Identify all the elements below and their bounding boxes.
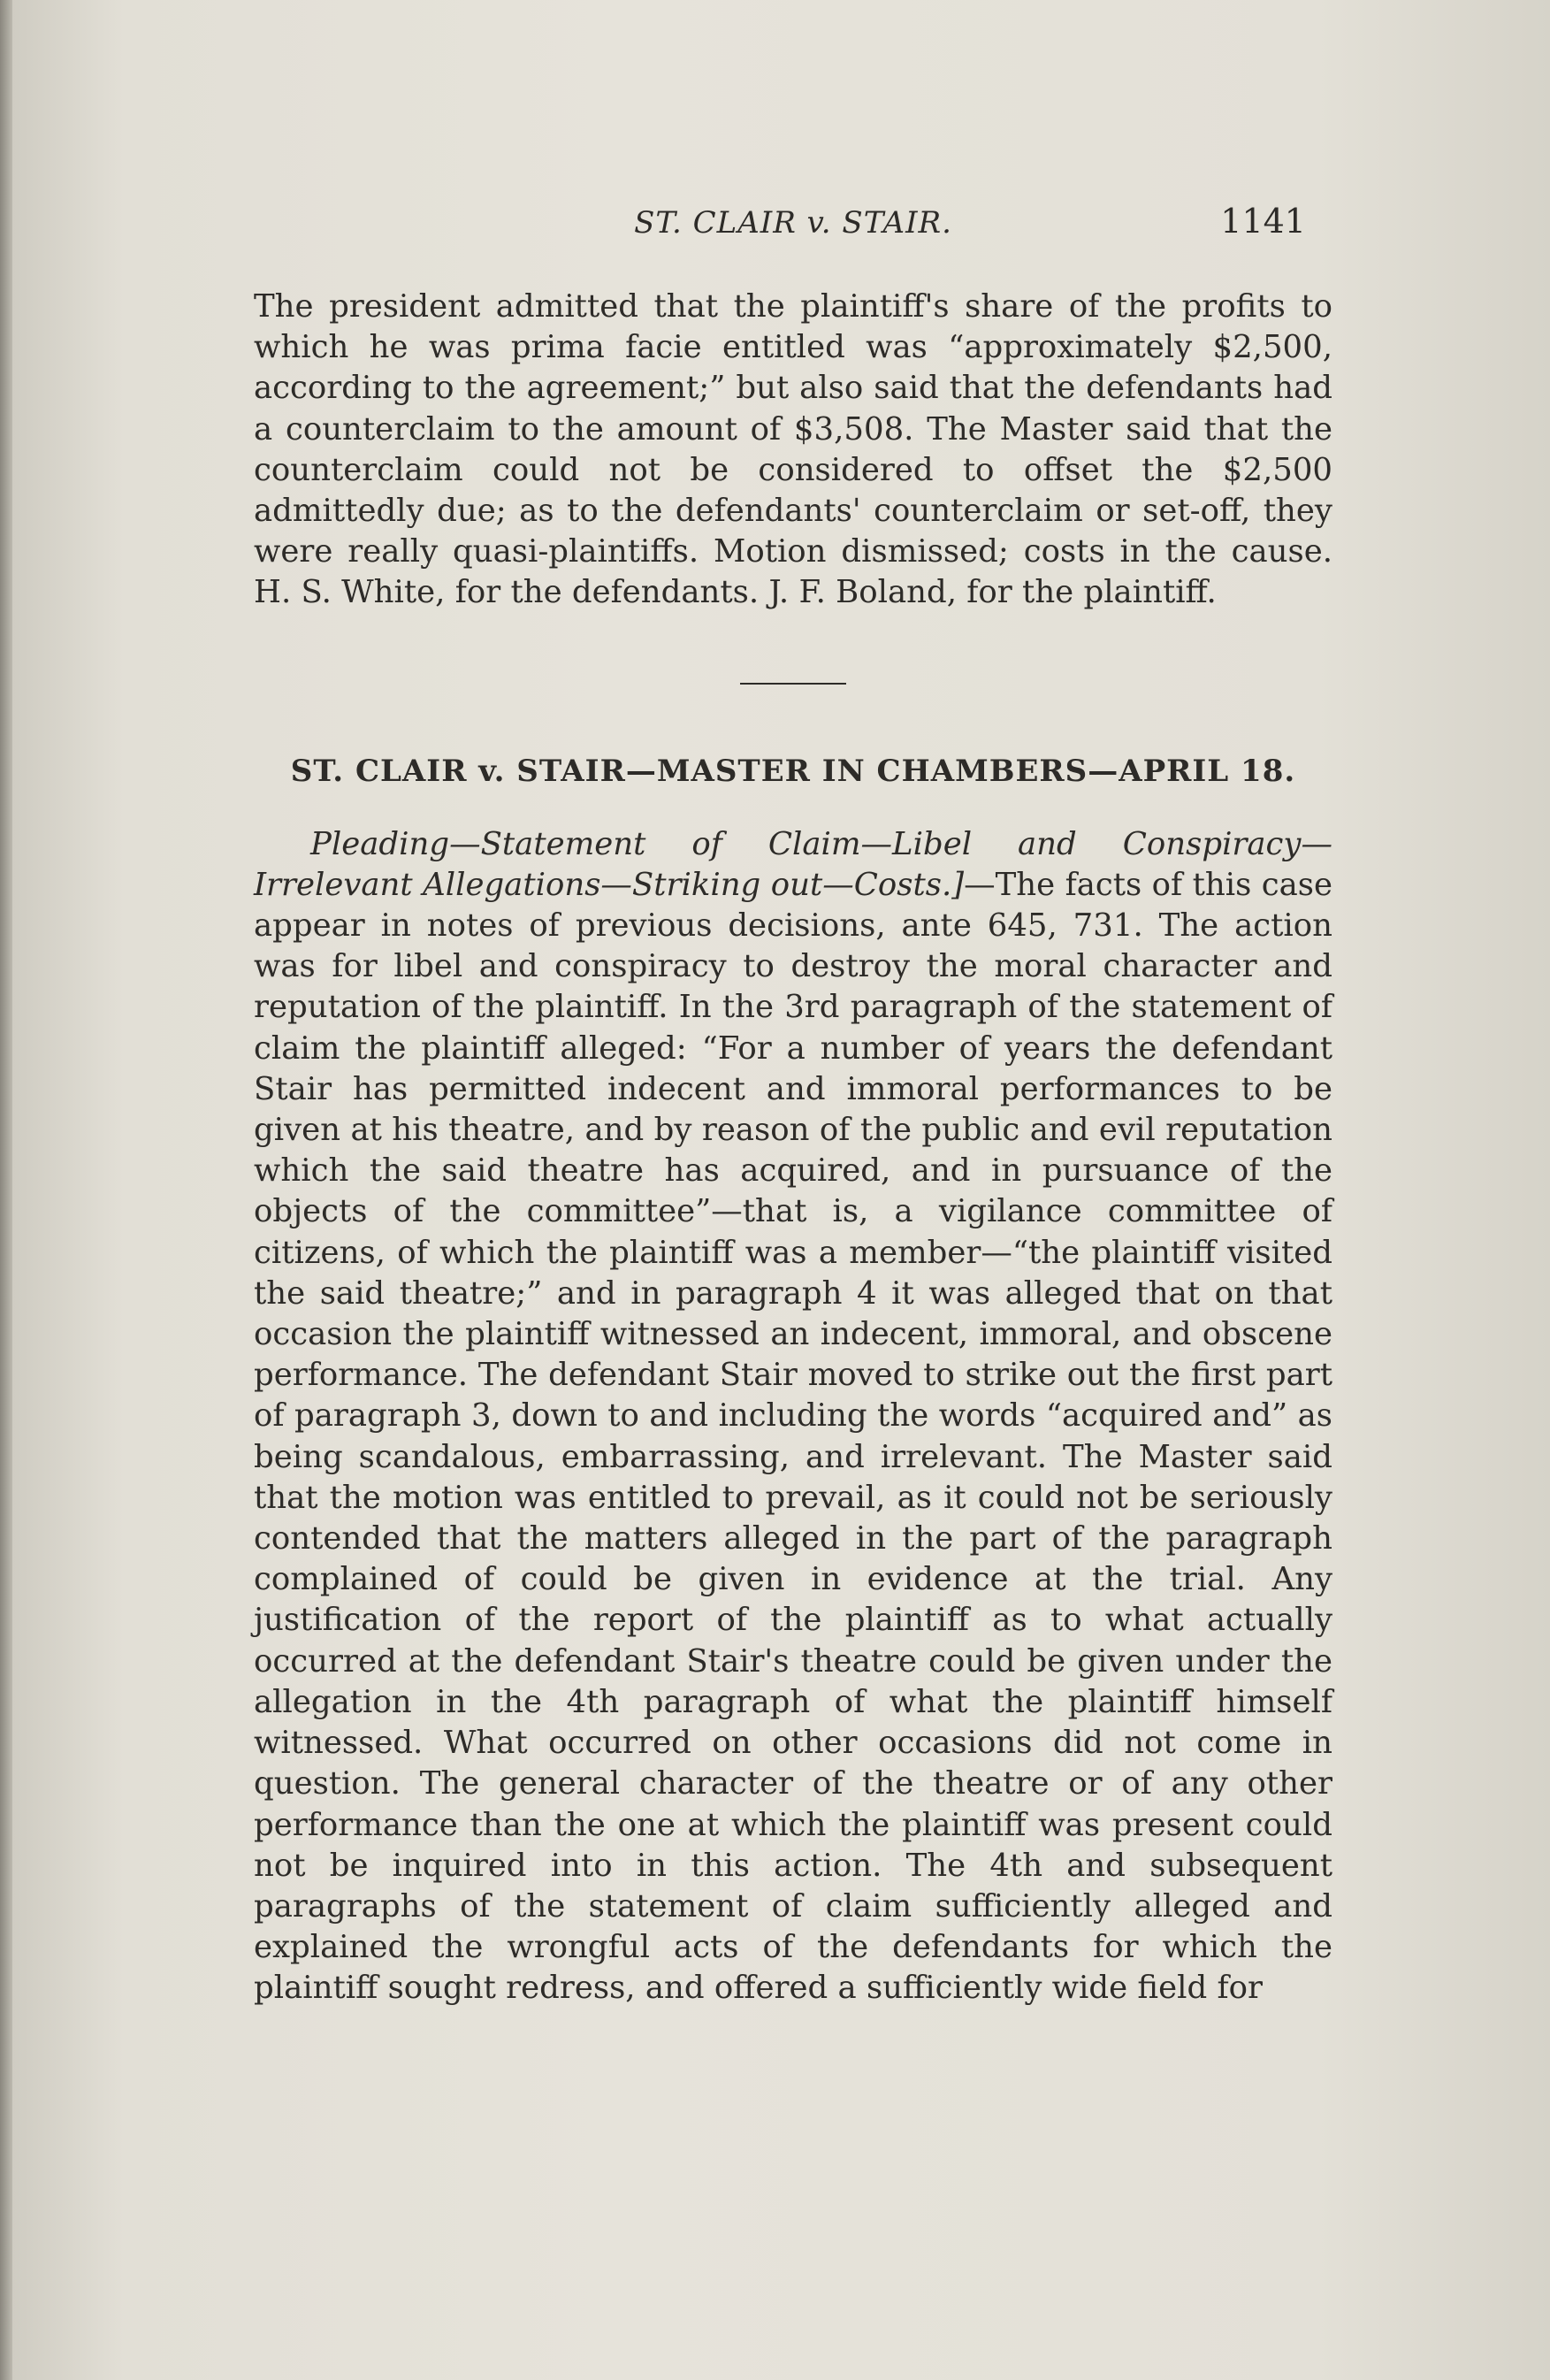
running-head [254,196,1332,249]
case-heading: ST. CLAIR v. STAIR—MASTER IN CHAMBERS—APRIL 18. [290,753,1296,789]
case-headnote: Pleading—Statement of Claim—Libel and Conspiracy—Irrelevant Allegations—Striking out—Costs.] [254,825,1332,903]
section-divider [740,683,846,685]
case-body-text: —The facts of this case appear in notes of previous decisions, ante 645, 731. The action was for libel and conspiracy to destroy the moral character and reputation of the plaintiff. In the 3rd paragraph of the statement of claim the plaintiff alleged: “For a number of years the defendant Stair has permitted indecent and immoral performances to be given at his theatre, and by reason of the public and evil reputation which the said theatre has acquired, and in pursuance of the objects of the committee”—that is, a vigilance committee of citizens, of which the plaintiff was a member—“the plaintiff visited the said theatre;” and in paragraph 4 it was alleged that on that occasion the plaintiff witnessed an indecent, immoral, and obscene performance. The defendant Stair moved to strike out the first part of paragraph 3, down to and including the words “acquired and” as being scandalous, embarrassing, and irrelevant. The Master said that the motion was entitled to prevail, as it could not be seriously contended that the matters alleged in the part of the paragraph complained of could be given in evidence at the trial. Any justification of the report of the plaintiff as to what actually occurred at the defendant Stair's theatre could be given under the allegation in the 4th paragraph of what the plaintiff himself witnessed. What occurred on other occasions did not come in question. The general character of the theatre or of any other performance than the one at which the plaintiff was present could not be inquired into in this action. The 4th and subsequent paragraphs of the statement of claim sufficiently alleged and explained the wrongful acts of the defendants for which the plaintiff sought redress, and offered a sufficiently wide field for [254,866,1332,2007]
page-content [254,196,1332,2009]
running-title: ST. CLAIR v. STAIR. [634,205,952,241]
page-number: 1141 [1220,202,1306,241]
case-paragraph [254,824,1332,2009]
previous-case-paragraph: The president admitted that the plaintiff's share of the profits to which he was prima facie entitled was “approximately $2,500, according to the agreement;” but also said that the defendants had a counterclaim to the amount of $3,508. The Master said that the counterclaim could not be considered to offset the $2,500 admittedly due; as to the defendants' counterclaim or set-off, they were really quasi-plaintiffs. Motion dismissed; costs in the cause. H. S. White, for the defendants. J. F. Boland, for the plaintiff. [254,288,1332,611]
